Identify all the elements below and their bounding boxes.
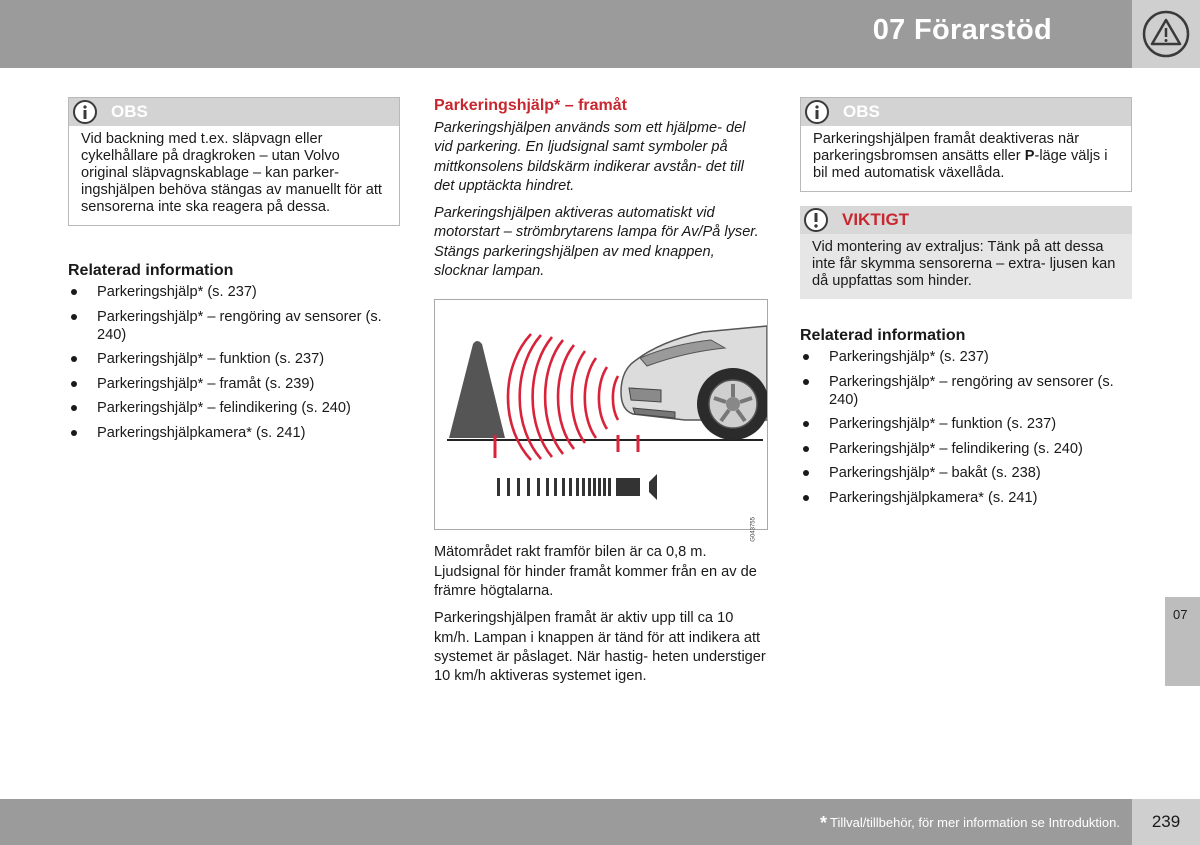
page-footer (0, 799, 1132, 845)
footer-note (820, 813, 1120, 834)
related-info-item[interactable]: Parkeringshjälp* – framåt (s. 239) (68, 375, 400, 393)
related-info-item[interactable]: Parkeringshjälp* (s. 237) (68, 283, 400, 301)
related-info-item[interactable]: Parkeringshjälpkamera* (s. 241) (800, 489, 1132, 507)
obs-note-title: OBS (111, 102, 148, 121)
chapter-side-tab[interactable] (1165, 597, 1200, 686)
chapter-icon-box (1132, 0, 1200, 68)
info-icon (804, 99, 830, 125)
obs-text-part: Parkeringshjälpen framåt deaktiveras när parkeringsbromsen ansätts eller (813, 131, 1080, 164)
obs-note-header (801, 98, 1131, 126)
obs-note-title: OBS (843, 102, 880, 121)
exclamation-icon (803, 207, 829, 233)
cone-obstacle (449, 341, 505, 438)
info-icon (72, 99, 98, 125)
related-info-heading: Relaterad information (800, 327, 966, 344)
related-info-list (800, 348, 1132, 507)
obs-note-header (69, 98, 399, 126)
parking-sensor-illustration (434, 299, 768, 543)
obs-note-box (800, 97, 1132, 192)
related-info-item[interactable]: Parkeringshjälp* (s. 237) (800, 348, 1132, 366)
viktigt-note-text: Vid montering av extraljus: Tänk på att dessa inte får skymma sensorerna – extra- ljusen kan då uppfattas som hinder. (812, 239, 1116, 289)
related-info-item[interactable]: Parkeringshjälp* – bakåt (s. 238) (800, 464, 1132, 482)
left-column (68, 97, 400, 448)
body-paragraph: Parkeringshjälpen framåt är aktiv upp till ca 10 km/h. Lampan i knappen är tänd för att indikera att systemet är påslaget. När hastig- heten understiger 10 km/h aktiveras systemet igen. (434, 610, 766, 685)
related-info-item[interactable]: Parkeringshjälp* – funktion (s. 237) (68, 350, 400, 368)
obs-text-part: -läge väljs i bil med automatisk växellåda. (813, 148, 1108, 181)
viktigt-note-box (800, 206, 1132, 299)
obs-text-bold: P (1024, 148, 1035, 164)
intro-paragraph: Parkeringshjälpen aktiveras automatiskt vid motorstart – strömbrytarens lampa för Av/På lyser. Stängs parkeringshjälpen av med knappen, slocknar lampan. (434, 205, 759, 280)
related-info-item[interactable]: Parkeringshjälp* – felindikering (s. 240) (800, 440, 1132, 458)
related-info-item[interactable]: Parkeringshjälp* – rengöring av sensorer (s. 240) (68, 308, 400, 344)
illustration-drawing (435, 300, 767, 529)
related-info-list (68, 283, 400, 442)
chapter-title: 07 Förarstöd (872, 14, 1052, 46)
audio-signal-indicator (497, 474, 657, 500)
viktigt-note-header (800, 206, 1132, 234)
related-info-heading: Relaterad information (68, 262, 234, 279)
middle-column (434, 97, 768, 694)
obs-note-text (801, 126, 1131, 191)
right-column (800, 97, 1132, 513)
chapter-header (0, 0, 1132, 68)
obs-note-text: Vid backning med t.ex. släpvagn eller cykelhållare på dragkroken – utan Volvo original släpvagnskablage – kan parker- ingshjälpen behöva stängas av manuellt för att sensorerna inte ska reagera på dessa. (81, 131, 382, 215)
car-front (621, 326, 767, 440)
related-info-item[interactable]: Parkeringshjälpkamera* (s. 241) (68, 424, 400, 442)
speaker-icon (649, 474, 657, 500)
related-info-item[interactable]: Parkeringshjälp* – rengöring av sensorer (s. 240) (800, 373, 1132, 409)
footer-star: * (820, 813, 828, 833)
footer-note-text: Tillval/tillbehör, för mer information se Introduktion. (830, 815, 1120, 830)
related-info-item[interactable]: Parkeringshjälp* – felindikering (s. 240) (68, 399, 400, 417)
page-number: 239 (1132, 799, 1200, 845)
obs-note-box (68, 97, 400, 226)
figure-code: G043755 (751, 517, 757, 543)
related-info-item[interactable]: Parkeringshjälp* – funktion (s. 237) (800, 415, 1132, 433)
section-title: Parkeringshjälp* – framåt (434, 97, 627, 114)
chapter-side-tab-label: 07 (1173, 607, 1188, 622)
viktigt-note-title: VIKTIGT (842, 210, 910, 229)
warning-triangle-icon (1141, 9, 1191, 59)
sensor-waves (508, 334, 629, 460)
body-paragraph: Mätområdet rakt framför bilen är ca 0,8 m. Ljudsignal för hinder framåt kommer från en av de främre högtalarna. (434, 544, 757, 599)
intro-paragraph: Parkeringshjälpen används som ett hjälpme- del vid parkering. En ljudsignal samt symboler på mittkonsolens bildskärm indikerar avstån- det till det upptäckta hindret. (434, 120, 746, 194)
